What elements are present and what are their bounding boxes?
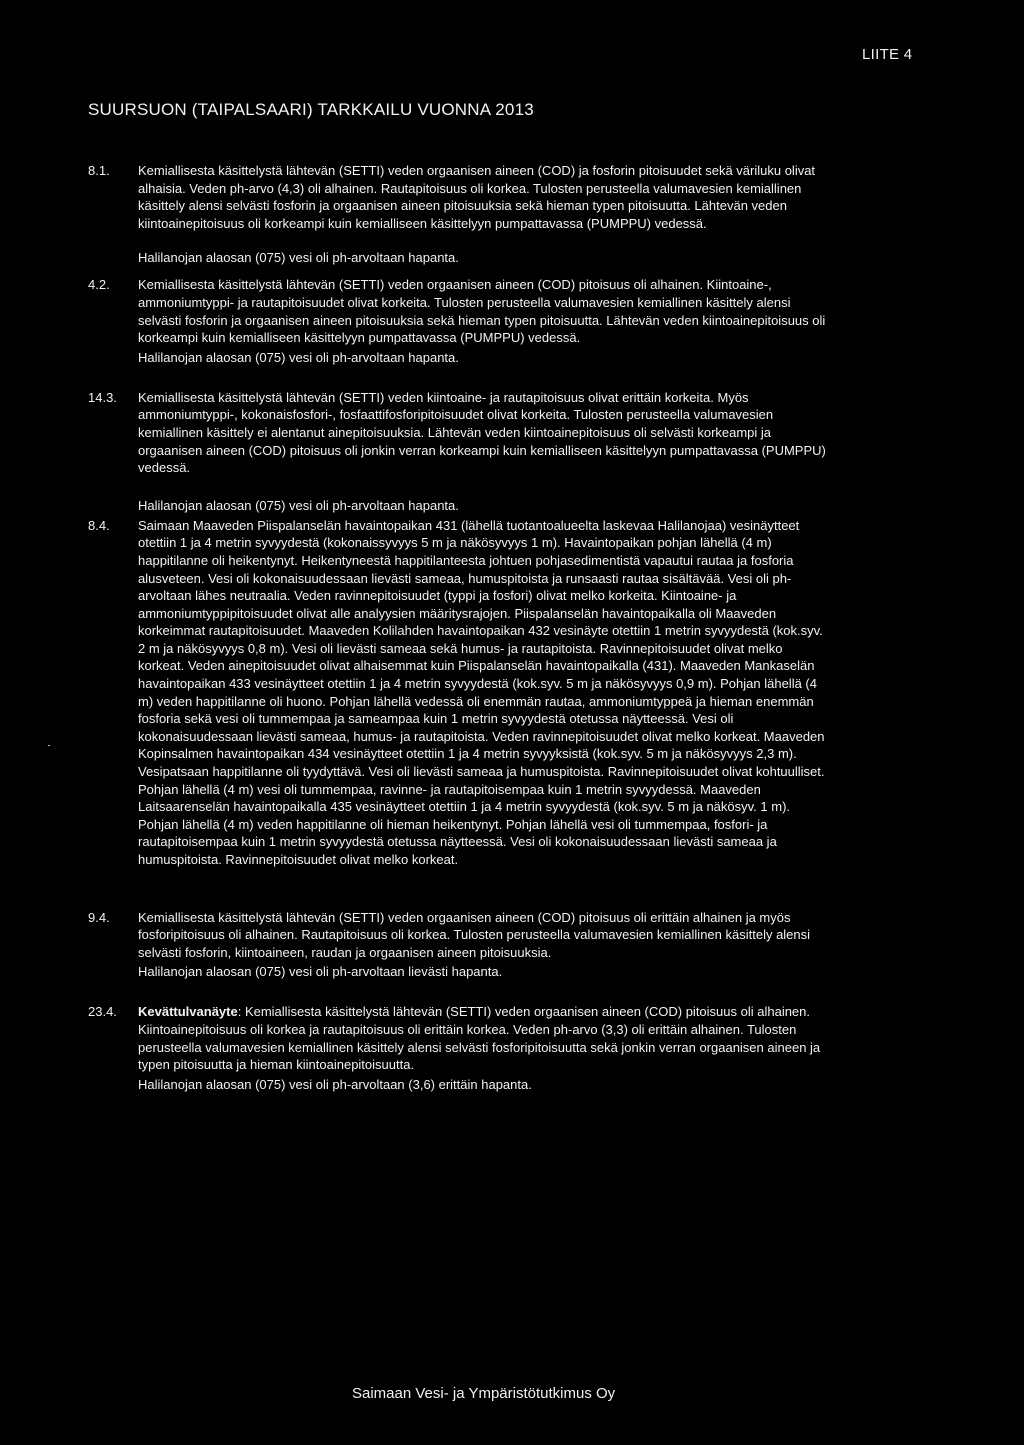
entry-date: 4.2. [88,277,110,293]
entry-8-1 [88,162,828,267]
entry-text: Kemiallisesta käsittelystä lähtevän (SETTI) veden orgaanisen aineen (COD) pitoisuus oli alhainen. Kiintoaine-, ammoniumtyppi- ja rautapitoisuudet olivat korkeita. Tulosten perusteella valumavesien kemiallinen käsittely alensi selvästi fosforin ja orgaanisen aineen pitoisuuksia sekä hieman typen pitoisuutta. Lähtevän veden kiintoainepitoisuus oli korkeampi kuin kemialliseen käsittelyyn pumpattavassa (PUMPPU) vedessä. [138,277,826,346]
entry-text: Kemiallisesta käsittelystä lähtevän (SETTI) veden orgaanisen aineen (COD) pitoisuus oli erittäin alhainen ja myös fosforipitoisuus oli alhainen. Rautapitoisuus oli korkea. Tulosten perusteella valumavesien kemiallinen käsittely alensi selvästi fosforin, kiintoaineen, raudan ja orgaanisen aineen pitoisuuksia. [138,909,811,960]
entry-text: Saimaan Maaveden Piispalanselän havaintopaikan 431 (lähellä tuotantoalueelta laskevaa Halilanojaa) vesinäytteet otettiin 1 ja 4 metrin syvyydestä (kokonaissyvyys 5 m ja näkösyvyys 1 m). Havaintopaikan pohjan lähellä (4 m) happitilanne oli heikentynyt. Heikentyneestä happitilanteesta johtuen pohjasedimentistä vapautui rautaa ja fosforia alusveteen. Vesi oli kokonaisuudessaan lievästi sameaa, humuspitoista ja runsaasti rautaa sisältävää. Vesi oli ph-arvoltaan lähes neutraalia. Veden ravinnepitoisuudet (typpi ja fosfori) olivat melko korkeita. Kiintoaine- ja ammoniumtyppipitoisuudet olivat alle analyysien määritysrajojen. Piispalanselän havaintopaikalla oli Maaveden korkeimmat rautapitoisuudet. Maaveden Kolilahden havaintopaikan 432 vesinäyte otettiin 1 metrin syvyydestä (kok.syv. 2 m ja näkösyvyys 0,8 m). Vesi oli lievästi sameaa sekä humus- ja rautapitoista. Ravinnepitoisuudet olivat melko korkeat. Veden ainepitoisuudet olivat alhaisemmat kuin Piispalanselän havaintopaikalla (431). Maaveden Mankaselän havaintopaikan 433 vesinäytteet otettiin 1 ja 4 metrin syvyydestä (kok.syv. 5 m ja näkösyvyys 0,9 m). Pohjan lähellä (4 m) veden happitilanne oli huono. Pohjan lähellä vedessä oli enemmän rautaa, ammoniumtyppeä ja hieman enemmän fosforia sekä vesi oli tummempaa ja sameampaa kuin 1 metrin syvyydestä otetussa näytteessä. Vesi oli kokonaisuudessaan lievästi sameaa, humus- ja rautapitoista. Veden ravinnepitoisuudet olivat melko korkeat. Maaveden Kopinsalmen havaintopaikan 434 vesinäytteet otettiin 1 ja 4 metrin syvyyksistä (kok.syv. 5 m ja näkösyvyys 2,3 m). Vesipatsaan happitilanne oli tyydyttävä. Vesi oli lievästi sameaa ja humuspitoista. Ravinnepitoisuudet olivat kohtuulliset. Pohjan lähellä (4 m) vesi oli tummempaa, ravinne- ja rautapitoisempaa kuin 1 metrin syvyydessä. Maaveden Laitsaarenselän havaintopaikalla 435 vesinäytteet otettiin 1 ja 4 metrin syvyydestä (kok.syv. 5 m ja näkösyv. 1 m). Pohjan lähellä (4 m) veden happitilanne oli hieman heikentynyt. Pohjan lähellä vesi oli tummempaa, fosfori- ja rautapitoisempaa kuin 1 metrin syvyydestä otetussa näytteessä. Vesi oli kokonaisuudessaan lievästi sameaa ja humuspitoista. Ravinnepitoisuudet olivat melko korkeat. [138,517,825,867]
document-title: SUURSUON (TAIPALSAARI) TARKKAILU VUONNA 2013 [88,100,534,119]
entry-23-4 [88,1003,828,1093]
entry-body [138,1003,828,1093]
entry-text: Kemiallisesta käsittelystä lähtevän (SETTI) veden orgaanisen aineen (COD) ja fosforin pitoisuudet sekä väriluku olivat alhaisia. Veden ph-arvo (4,3) oli alhainen. Rautapitoisuus oli korkea. Tulosten perusteella valumavesien kemiallinen käsittely alensi selvästi fosforin ja orgaanisen aineen pitoisuuksia sekä hieman typen pitoisuutta. Lähtevän veden kiintoainepitoisuus oli korkeampi kuin kemialliseen käsittelyyn pumpattavassa (PUMPPU) vedessä. [138,163,816,231]
entry-9-4 [88,909,828,982]
monitoring-entries [88,162,828,1094]
entry-body [138,909,828,982]
entry-text-rest: : Kemiallisesta käsittelystä lähtevän (SETTI) veden orgaanisen aineen (COD) pitoisuus oli alhainen. Kiintoainepitoisuus oli korkea ja rautapitoisuus oli erittäin korkea. Veden ph-arvo (3,3) oli erittäin alhainen. Tulosten perusteella valumavesien kemiallinen käsittely alensi selvästi fosforipitoisuutta sekä jonkin verran orgaanisen aineen ja typen pitoisuutta ja hieman kiintoainepitoisuutta. [138,1004,821,1073]
entry-body [138,162,828,267]
entry-date: 14.3. [88,389,117,405]
entry-body [138,276,828,366]
entry-note: Halilanojan alaosan (075) vesi oli ph-arvoltaan hapanta. [138,497,459,513]
entry-date: 8.4. [88,517,110,533]
entry-body [138,517,828,869]
stray-mark [48,745,50,746]
entry-date: 23.4. [88,1004,117,1020]
entry-8-4 [88,517,828,869]
entry-note: Halilanojan alaosan (075) vesi oli ph-arvoltaan hapanta. [138,349,459,365]
entry-note: Halilanojan alaosan (075) vesi oli ph-arvoltaan hapanta. [138,250,459,266]
entry-text: Kemiallisesta käsittelystä lähtevän (SETTI) veden kiintoaine- ja rautapitoisuus olivat erittäin korkeita. Myös ammoniumtyppi-, kokonaisfosfori-, fosfaattifosforipitoisuudet olivat korkeita. Tulosten perusteella valumavesien kemiallinen käsittely ei alentanut ainepitoisuuksia. Lähtevän veden kiintoainepitoisuus oli selvästi korkeampi ja orgaanisen aineen (COD) pitoisuus oli jonkin verran korkeampi kuin kemialliseen käsittelyyn pumpattavassa (PUMPPU) vedessä. [138,389,826,476]
entry-text [138,1003,828,1073]
spring-flood-label: Kevättulvanäyte [138,1004,238,1020]
entry-date: 8.1. [88,163,110,178]
footer-organization: Saimaan Vesi- ja Ympäristötutkimus Oy [352,1385,616,1402]
entry-note: Halilanojan alaosan (075) vesi oli ph-arvoltaan (3,6) erittäin hapanta. [138,1076,532,1092]
entry-date: 9.4. [88,909,110,925]
entry-body [138,389,828,515]
entry-note: Halilanojan alaosan (075) vesi oli ph-arvoltaan lievästi hapanta. [138,964,503,980]
attachment-label: LIITE 4 [862,46,913,63]
entry-14-3 [88,389,828,515]
entry-4-2 [88,276,828,366]
